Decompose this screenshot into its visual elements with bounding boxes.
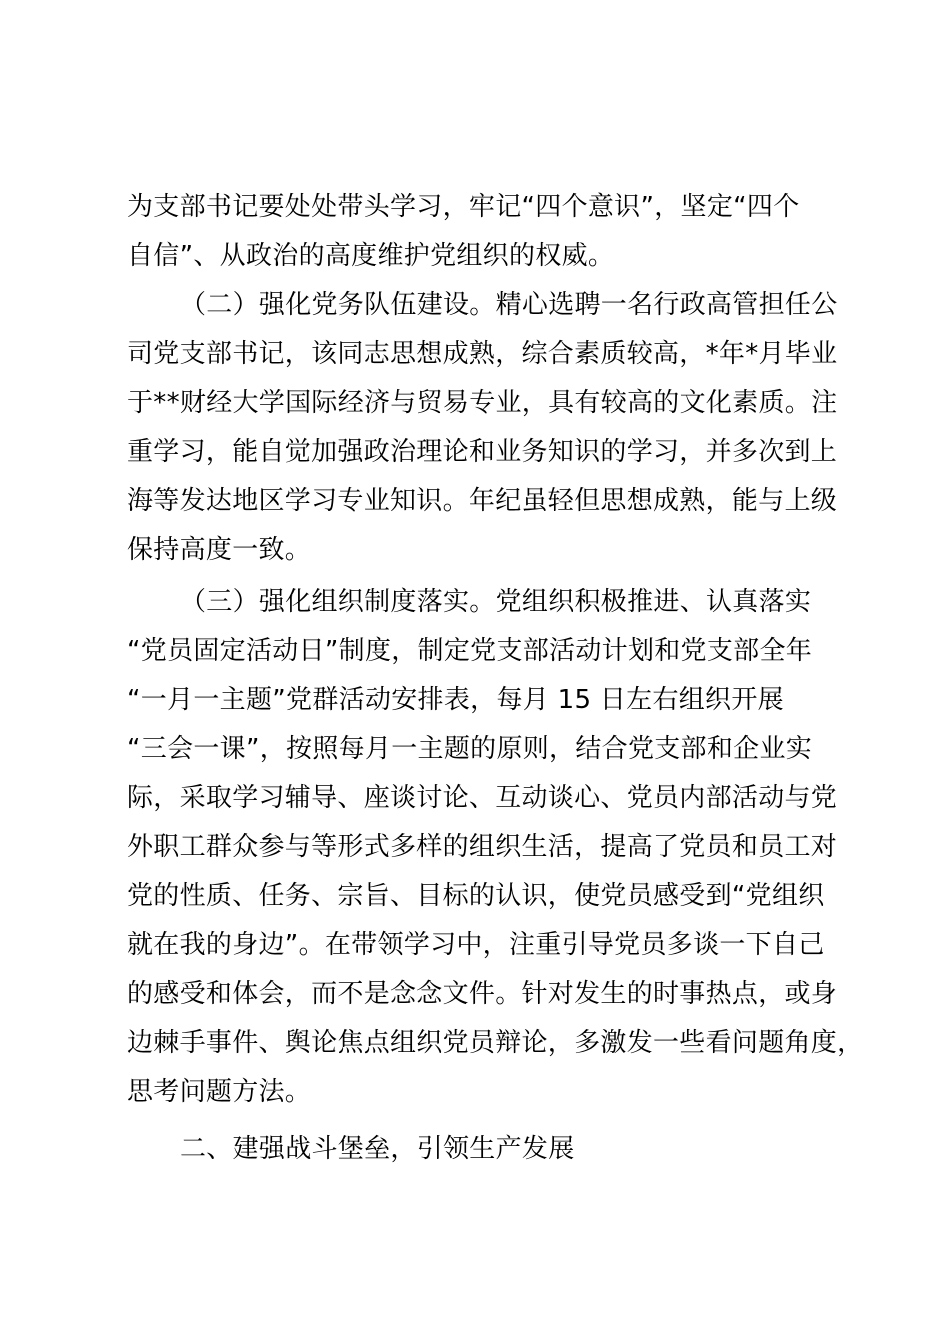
section-heading: 二、建强战斗堡垒，引领生产发展 xyxy=(180,1134,575,1164)
paragraph-line: 为支部书记要处处带头学习，牢记“四个意识”，坚定“四个 xyxy=(127,192,800,222)
paragraph-line: 际，采取学习辅导、座谈讨论、互动谈心、党员内部活动与党 xyxy=(127,783,838,813)
paragraph-line: 自信”、从政治的高度维护党组织的权威。 xyxy=(127,241,615,271)
paragraph-line: “三会一课”，按照每月一主题的原则，结合党支部和企业实 xyxy=(127,734,813,764)
paragraph-line: 就在我的身边”。在带领学习中，注重引导党员多谈一下自己 xyxy=(127,930,825,960)
paragraph-line: 重学习，能自觉加强政治理论和业务知识的学习，并多次到上 xyxy=(127,437,838,467)
paragraph-line: 司党支部书记，该同志思想成熟，综合素质较高，*年*月毕业 xyxy=(127,339,838,369)
paragraph-line: （二）强化党务队伍建设。精心选聘一名行政高管担任公 xyxy=(180,290,838,320)
paragraph-line: 的感受和体会，而不是念念文件。针对发生的时事热点，或身 xyxy=(127,979,838,1009)
paragraph-line: 于**财经大学国际经济与贸易专业，具有较高的文化素质。注 xyxy=(127,388,838,418)
paragraph-line: 党的性质、任务、宗旨、目标的认识，使党员感受到“党组织 xyxy=(127,881,825,911)
paragraph-line: 外职工群众参与等形式多样的组织生活，提高了党员和员工对 xyxy=(127,832,838,862)
paragraph-line: “党员固定活动日”制度，制定党支部活动计划和党支部全年 xyxy=(127,636,813,666)
paragraph-line: 保持高度一致。 xyxy=(127,535,312,565)
paragraph-line: “一月一主题”党群活动安排表，每月 15 日左右组织开展 xyxy=(127,685,784,715)
paragraph-line: 边棘手事件、舆论焦点组织党员辩论，多激发一些看问题角度， xyxy=(127,1028,864,1058)
paragraph-line: （三）强化组织制度落实。党组织积极推进、认真落实 xyxy=(180,587,812,617)
paragraph-line: 海等发达地区学习专业知识。年纪虽轻但思想成熟，能与上级 xyxy=(127,486,838,516)
paragraph-line: 思考问题方法。 xyxy=(127,1077,312,1107)
